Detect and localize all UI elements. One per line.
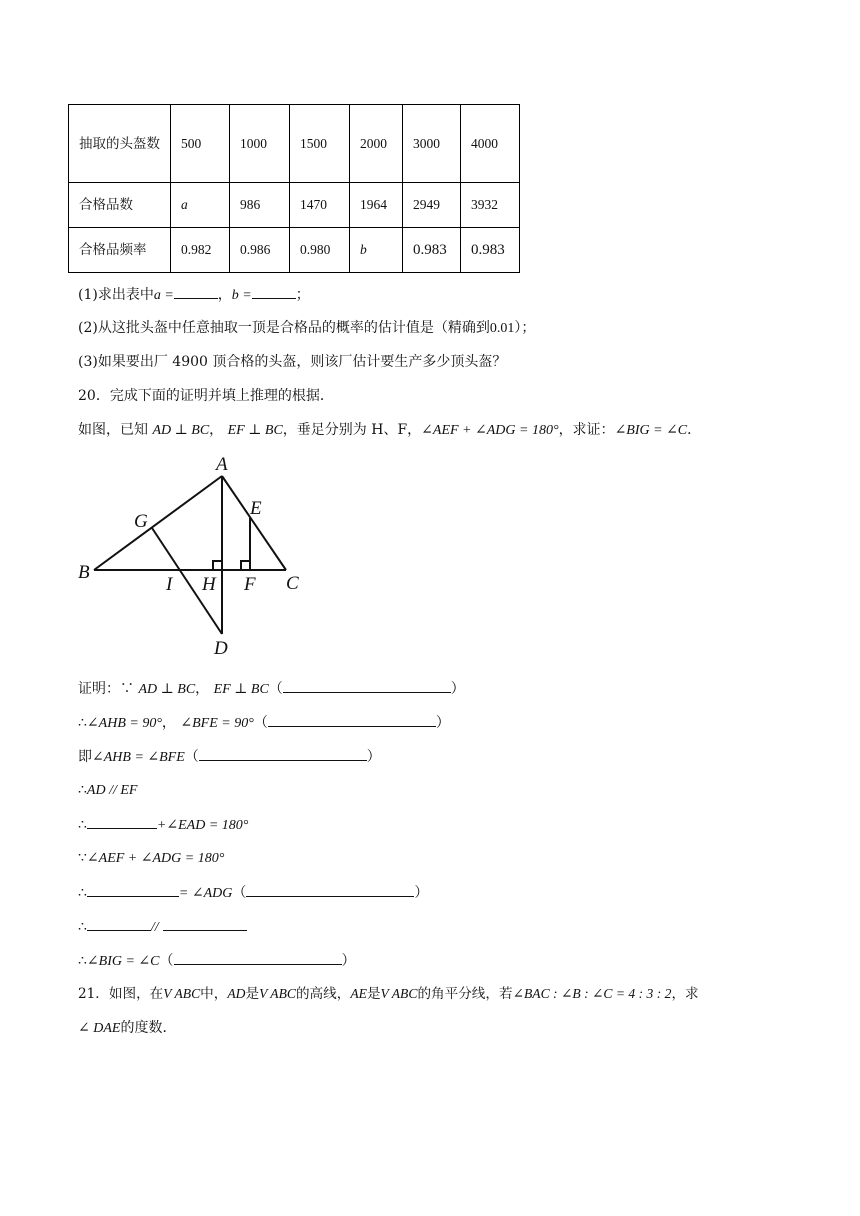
q21-line-2: ∠ DAE的度数． [78, 1020, 177, 1036]
proof-line-6: ∵∠AEF + ∠ADG = 180° [78, 850, 225, 866]
table-cell: 3000 [403, 105, 461, 183]
table-cell: 1470 [290, 183, 350, 228]
table-row [69, 183, 520, 228]
label-e: E [250, 498, 262, 519]
table-cell: 0.983 [461, 228, 520, 273]
table-cell: 抽取的头盔数 [69, 105, 171, 183]
reason-blank[interactable] [246, 882, 414, 897]
label-i: I [166, 574, 173, 595]
table-cell: 3932 [461, 183, 520, 228]
proof-line-3: 即∠AHB = ∠BFE（ ） [78, 746, 381, 768]
table-cell: 0.980 [290, 228, 350, 273]
proof-line-5: ∴ +∠EAD = 180° [78, 814, 248, 836]
label-f: F [244, 574, 256, 595]
reason-blank[interactable] [268, 712, 436, 727]
table-cell: 0.982 [171, 228, 230, 273]
answer-blank[interactable] [87, 814, 157, 829]
q19-part3: (3)如果要出厂 4900 顶合格的头盔，则该厂估计要生产多少顶头盔？ [78, 354, 507, 370]
table-cell: 500 [171, 105, 230, 183]
table-cell: a [171, 183, 230, 228]
proof-line-2: ∴∠AHB = 90°， ∠BFE = 90°（ ） [78, 712, 450, 734]
table-cell: 2949 [403, 183, 461, 228]
table-cell: 2000 [350, 105, 403, 183]
table-cell: b [350, 228, 403, 273]
proof-line-9: ∴∠BIG = ∠C（ ） [78, 950, 356, 972]
table-cell: 1500 [290, 105, 350, 183]
right-angle-mark-f [241, 561, 250, 570]
table-cell: 1964 [350, 183, 403, 228]
frequency-table [68, 104, 520, 273]
table-row [69, 105, 520, 183]
label-d: D [214, 638, 228, 659]
table-cell: 0.986 [230, 228, 290, 273]
q21-line-1: 21．如图，在V ABC中，AD是V ABC的高线，AE是V ABC的角平分线，若∠BAC : ∠B : ∠C = 4 : 3 : 2，求 [78, 986, 699, 1002]
table-cell: 合格品数 [69, 183, 171, 228]
q20-given: 如图，已知 AD ⊥ BC， EF ⊥ BC，垂足分别为 H、F，∠AEF + ∠ADG = 180°，求证：∠BIG = ∠C． [78, 422, 702, 438]
proof-line-1: 证明：∵ AD ⊥ BC， EF ⊥ BC（ ） [78, 678, 465, 700]
q20-title: 20．完成下面的证明并填上推理的根据． [78, 388, 334, 404]
reason-blank[interactable] [174, 950, 342, 965]
label-c: C [286, 573, 299, 594]
proof-line-4: ∴AD // EF [78, 782, 138, 798]
label-h: H [202, 574, 216, 595]
proof-line-8: ∴ // [78, 916, 247, 938]
reason-blank[interactable] [283, 678, 451, 693]
table-cell: 0.983 [403, 228, 461, 273]
answer-blank[interactable] [163, 916, 247, 931]
table-cell: 合格品频率 [69, 228, 171, 273]
q19-part2: (2)从这批头盔中任意抽取一顶是合格品的概率的估计值是（精确到0.01）； [78, 320, 536, 336]
label-a: A [216, 454, 228, 475]
label-b: B [78, 562, 90, 583]
table-row [69, 228, 520, 273]
answer-blank[interactable] [87, 882, 179, 897]
reason-blank[interactable] [199, 746, 367, 761]
table-cell: 986 [230, 183, 290, 228]
answer-blank[interactable] [87, 916, 151, 931]
table-cell: 1000 [230, 105, 290, 183]
table-cell: 4000 [461, 105, 520, 183]
label-g: G [134, 511, 148, 532]
geometry-figure [70, 448, 320, 664]
proof-line-7: ∴ = ∠ADG（ ） [78, 882, 428, 904]
right-angle-mark-h [213, 561, 222, 570]
answer-blank[interactable] [252, 284, 296, 299]
segment-ba [94, 476, 222, 570]
answer-blank[interactable] [174, 284, 218, 299]
q19-part1: (1)求出表中a = ，b = ； [78, 284, 310, 306]
segment-ac [222, 476, 286, 570]
